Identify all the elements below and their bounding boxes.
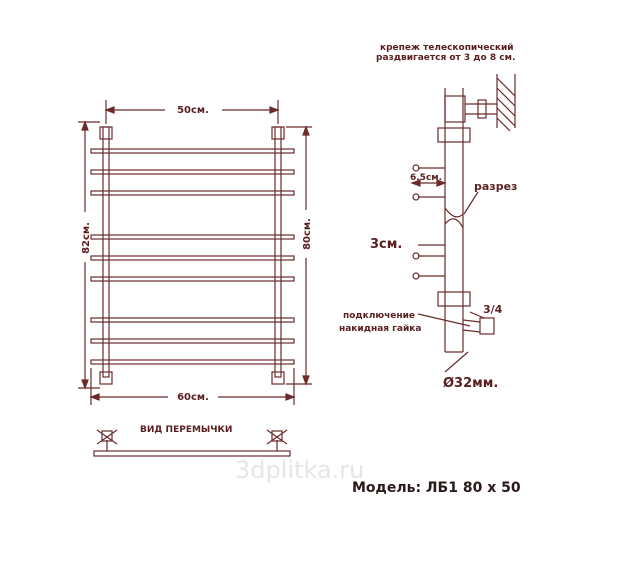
side-view xyxy=(412,74,518,372)
crossbar xyxy=(91,235,294,239)
crossbar xyxy=(91,256,294,260)
connection-line2: накидная гайка xyxy=(339,324,422,334)
mount-note-line1: крепеж телескопический xyxy=(380,43,514,53)
top-right-mount xyxy=(272,127,284,139)
pipe-diameter-label: Ø32мм. xyxy=(443,376,499,391)
jumper-caption: ВИД ПЕРЕМЫЧКИ xyxy=(140,425,233,435)
connection-line1: подключение xyxy=(343,311,416,321)
thread-leader xyxy=(470,312,484,318)
crossbars xyxy=(91,149,294,364)
wall-mount xyxy=(445,74,515,131)
top-left-mount xyxy=(100,127,112,139)
section-leader xyxy=(464,192,478,214)
crossbar xyxy=(91,318,294,322)
section-label: разрез xyxy=(474,180,518,193)
front-view xyxy=(78,100,312,405)
crossbar xyxy=(91,339,294,343)
dim-right-label: 80см. xyxy=(302,218,313,250)
thread-size-label: 3/4 xyxy=(483,303,503,316)
crossbar xyxy=(91,170,294,174)
crossbar xyxy=(91,360,294,364)
offset-label: 3см. xyxy=(370,237,403,252)
section-break xyxy=(445,208,463,228)
dim-left-label: 82см. xyxy=(81,222,92,254)
labels xyxy=(81,43,521,496)
model-label: Модель: ЛБ1 80 х 50 xyxy=(352,480,521,496)
upper-nut xyxy=(438,128,470,142)
lower-nut xyxy=(438,292,470,306)
watermark: 3dplitka.ru xyxy=(235,456,365,484)
bottom-left-mount xyxy=(100,372,112,384)
crossbar xyxy=(91,149,294,153)
mount-note-line2: раздвигается от 3 до 8 см. xyxy=(376,53,516,63)
crossbar xyxy=(91,277,294,281)
crossbar xyxy=(91,191,294,195)
connection-leader xyxy=(418,314,470,326)
dim-bottom-label: 60см. xyxy=(177,392,209,403)
diameter-leader xyxy=(445,352,468,372)
dim-top-label: 50см. xyxy=(177,105,209,116)
dim-left xyxy=(78,122,100,388)
bar-spacing-label: 6.5см. xyxy=(410,173,443,183)
bottom-right-mount xyxy=(272,372,284,384)
